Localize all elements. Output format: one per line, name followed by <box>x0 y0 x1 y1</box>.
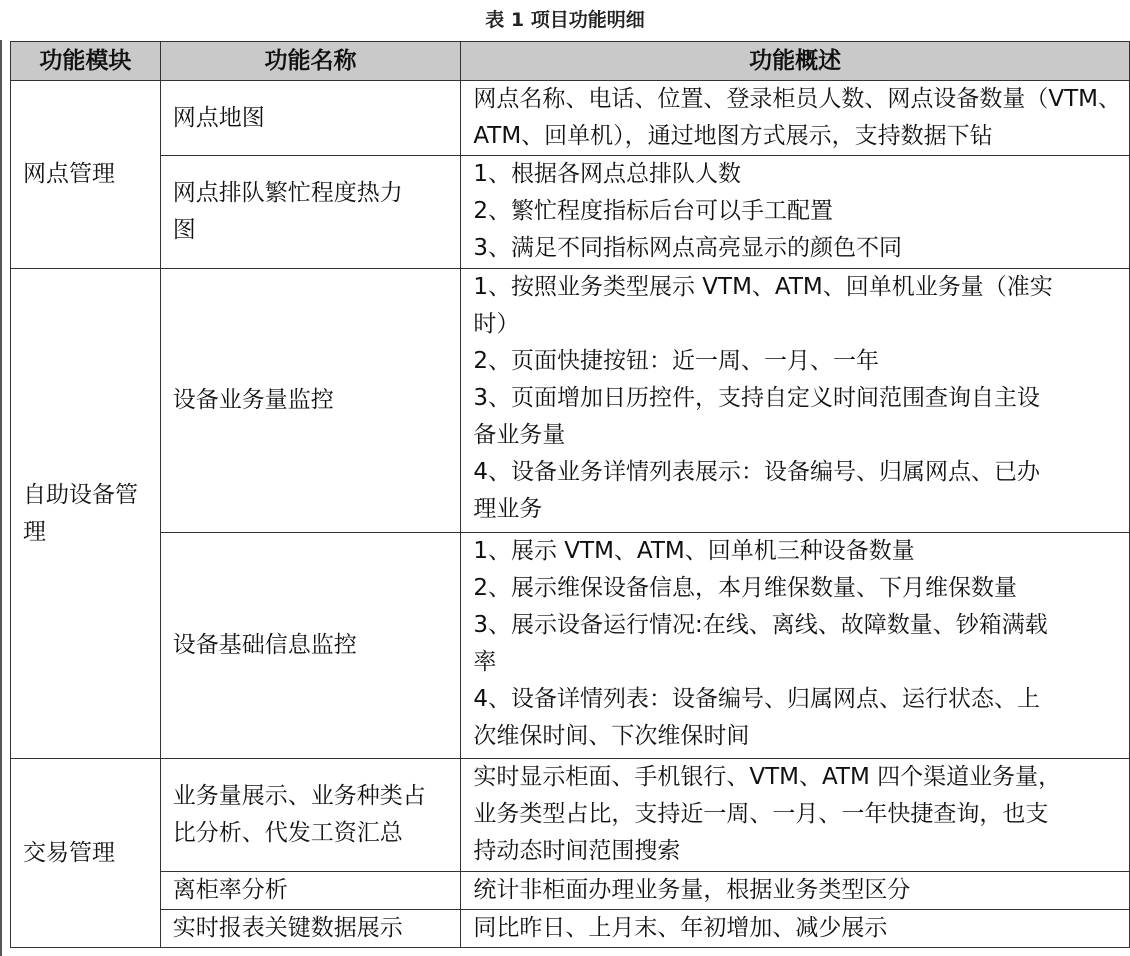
function-desc-line: 3、满足不同指标网点高亮显示的颜色不同 <box>473 235 902 261</box>
module-cell <box>11 81 161 269</box>
function-desc-line: 理业务 <box>473 496 543 522</box>
function-name: 实时报表关键数据展示 <box>172 915 403 941</box>
function-desc-line: ATM、回单机），通过地图方式展示，支持数据下钻 <box>473 123 993 149</box>
module-label: 网点管理 <box>23 161 115 187</box>
function-name: 图 <box>172 217 196 243</box>
function-desc-line: 2、页面快捷按钮：近一周、一月、一年 <box>473 348 879 374</box>
header-row <box>11 42 1130 81</box>
function-desc-line: 率 <box>473 649 497 675</box>
function-desc-cell <box>461 872 1130 910</box>
function-desc-line: 网点名称、电话、位置、登录柜员人数、网点设备数量（VTM、 <box>473 86 1121 112</box>
table-caption: 表 1 项目功能明细 <box>485 9 645 31</box>
function-desc-cell <box>461 81 1130 156</box>
function-desc-line: 时） <box>473 311 520 337</box>
table-row <box>11 759 1130 872</box>
function-desc-line: 4、设备业务详情列表展示：设备编号、归属网点、已办 <box>473 459 1040 485</box>
function-name-cell <box>160 81 461 156</box>
function-desc-line: 3、页面增加日历控件，支持自定义时间范围查询自主设 <box>473 385 1040 411</box>
function-desc-cell <box>461 269 1130 533</box>
function-name-cell <box>160 533 461 759</box>
function-name-cell <box>160 269 461 533</box>
function-desc-line: 4、设备详情列表：设备编号、归属网点、运行状态、上 <box>473 686 1040 712</box>
module-cell <box>11 759 161 948</box>
function-desc-line: 实时显示柜面、手机银行、VTM、ATM 四个渠道业务量， <box>473 764 1062 790</box>
function-desc-line: 同比昨日、上月末、年初增加、减少展示 <box>473 915 888 941</box>
function-name-cell <box>160 156 461 269</box>
function-name-cell <box>160 910 461 948</box>
function-desc-cell <box>461 759 1130 872</box>
function-name: 网点排队繁忙程度热力 <box>172 180 403 206</box>
module-label: 理 <box>23 518 46 545</box>
function-desc-line: 统计非柜面办理业务量，根据业务类型区分 <box>473 877 911 903</box>
function-name-cell <box>160 759 461 872</box>
left-edge-border <box>0 40 2 956</box>
function-name-cell <box>160 872 461 910</box>
table-row <box>11 533 1130 759</box>
module-label: 交易管理 <box>23 839 115 866</box>
header-name: 功能名称 <box>160 42 461 81</box>
function-name: 网点地图 <box>172 104 265 131</box>
function-name: 设备业务量监控 <box>172 387 334 413</box>
function-table <box>10 41 1130 948</box>
function-desc-line: 持动态时间范围搜索 <box>473 838 681 864</box>
function-desc-line: 2、繁忙程度指标后台可以手工配置 <box>473 198 833 224</box>
header-module: 功能模块 <box>11 42 161 81</box>
function-desc-cell <box>461 910 1130 948</box>
function-desc-cell <box>461 533 1130 759</box>
function-desc-line: 次维保时间、下次维保时间 <box>473 723 750 749</box>
table-row <box>11 872 1130 910</box>
table-body <box>11 81 1130 948</box>
table-row <box>11 269 1130 533</box>
function-name: 比分析、代发工资汇总 <box>172 820 403 846</box>
function-desc-line: 3、展示设备运行情况:在线、离线、故障数量、钞箱满载 <box>473 612 1048 638</box>
table-row <box>11 156 1130 269</box>
function-desc-line: 1、根据各网点总排队人数 <box>473 161 741 187</box>
function-desc-line: 1、展示 VTM、ATM、回单机三种设备数量 <box>473 538 915 564</box>
table-row <box>11 910 1130 948</box>
function-desc-line: 2、展示维保设备信息，本月维保数量、下月维保数量 <box>473 575 1017 601</box>
table-row <box>11 81 1130 156</box>
header-desc: 功能概述 <box>461 42 1130 81</box>
function-desc-line: 1、按照业务类型展示 VTM、ATM、回单机业务量（准实 <box>473 274 1053 300</box>
function-name: 离柜率分析 <box>172 877 288 903</box>
function-desc-cell <box>461 156 1130 269</box>
module-cell <box>11 269 161 759</box>
function-name: 业务量展示、业务种类占 <box>172 783 426 809</box>
function-name: 设备基础信息监控 <box>172 632 357 658</box>
function-desc-line: 备业务量 <box>473 422 566 448</box>
module-label: 自助设备管 <box>23 481 138 508</box>
function-desc-line: 业务类型占比，支持近一周、一月、一年快捷查询，也支 <box>473 801 1049 827</box>
